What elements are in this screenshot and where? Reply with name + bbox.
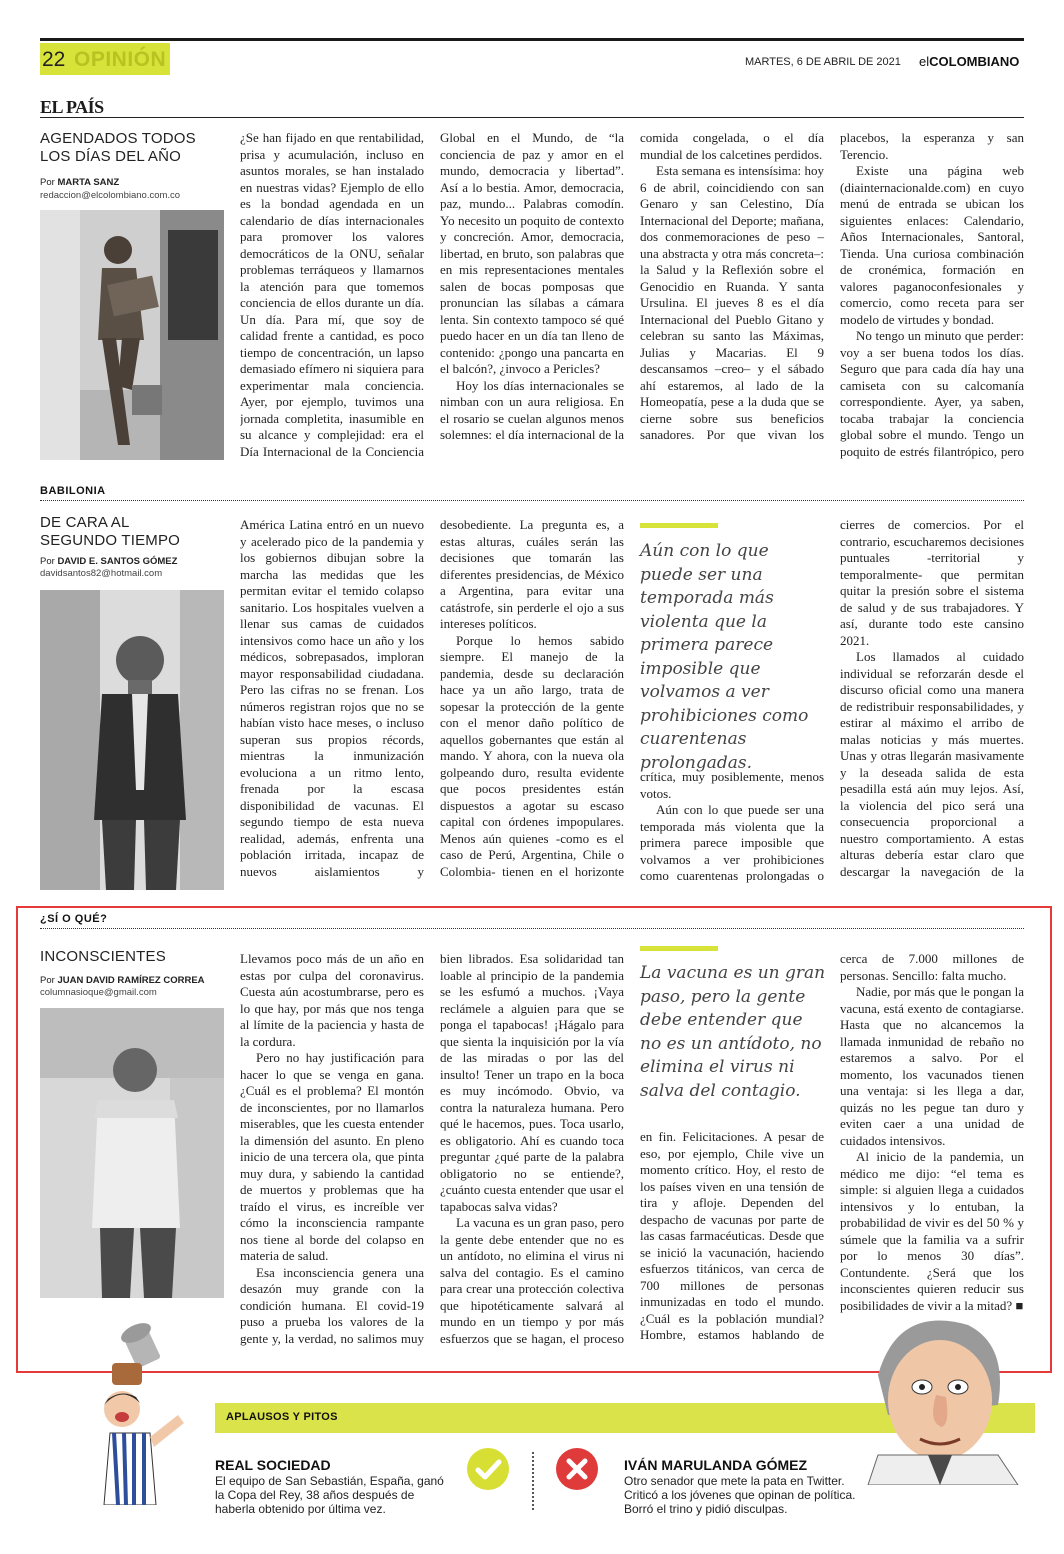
- article1-paragraph: ¿Se han fijado en que rentabilidad, prisa y acumulación, incluso en asuntos morales, se han instalado en nuestras vidas? Ejemplo de ello es la bondad agendada en un calendario de días internacionales para promover los valores democráticos de la ONU, señalar problemas terráqueos y llamarnos la atención para que tomemos conciencia de ellos durante un día. Un día. Para mí, que soy de calidad frente a cantidad, es poco tiempo de concentración, un lapso demasiado efímero ni siquiera para experimentar mala conciencia. Ayer, por ejemplo, tuvimos una jornada completita, inasumible en su alcance y complejidad: era el Día Internacional de la Conciencia Global en el Mundo, de “la conciencia de paz y amor en el mundo, democracia y libertad”. Así a lo bestia. Amor, democracia, paz, mundo... Palabras comodín. Yo necesito un poquito de contexto y concreción. Amor, democracia, libertad, en bruto, son palabras que en mis representaciones mentales salen de bocas pomposas que pronuncian las sílabas a cámara lenta. Sin contexto tampoco sé qué puedo hacer en un día tan lleno de contenido: ¿pongo una pancarta en el balcón?, ¿invoco a Pericles?: [240, 130, 624, 459]
- article2-paragraph: crítica, muy posiblemente, menos votos.: [640, 769, 824, 801]
- article3-paragraph: La vacuna es un gran paso, pero la gente debe entender que no es un antídoto, no elimina el virus ni salva del contagio. Es el camino para crear una protección colectiva que hipotéticamente salvará al mundo en un tiempo y por más esfuerzos que se hagan, el proceso: [440, 1215, 624, 1346]
- check-icon: [466, 1447, 510, 1491]
- article3-email[interactable]: columnasioque@gmail.com: [40, 987, 157, 998]
- article1-body: [240, 130, 1024, 460]
- article2-paragraph: Aún con lo que puede ser una temporada más violenta que la primera parece imposible que volvamos a ver prohibiciones como cuarentenas prolongadas o cierres de comercios. Por el contrario, escucharemos decisiones puntuales -territorial y temporalmente- que permitan quitar la presión sobre el sistema de salud y de sus trabajadores. Y así, durante todo este cansino 2021.: [640, 517, 1024, 883]
- brand-logo: [919, 54, 1019, 69]
- article1-author: MARTA SANZ: [57, 177, 120, 188]
- caricature-icon: [858, 1305, 1028, 1485]
- applause-negative-name: IVÁN MARULANDA GÓMEZ: [624, 1457, 808, 1473]
- top-rule: [40, 38, 1024, 41]
- article1-email[interactable]: redaccion@elcolombiano.com.co: [40, 190, 181, 201]
- applause-negative-text: Otro senador que mete la pata en Twitter. Criticó a los jóvenes que opinan de política. Borró el trino y pidió disculpas.: [624, 1474, 856, 1516]
- article1-paragraph: Existe una página web (diainternacionalde.com) en cuyo menú de entrada se ubican los siguientes enlaces: Calendario, Años Internacionales, Santoral, Tienda. Una curiosa combinación de cronémica, formación en valores paganoconfesionales y comercio, como receta para ser modelo de virtudes y bondad.: [840, 163, 1024, 327]
- byline-prefix: Por: [40, 177, 55, 188]
- article1-paragraph: No tengo un minuto que perder: voy a ser buena todos los días. Seguro que para cada día hay una camiseta con su calcomanía correspondiente. Ayer, ya saben, tocaba trabajar la conciencia global sobre el mundo. Tengo un poquito de estrés filantrópico, pero: [840, 328, 1024, 459]
- article2-byline: [40, 556, 177, 567]
- statue-illustration: [40, 210, 224, 460]
- article3-paragraph: en fin. Felicitaciones. A pesar de eso, por ejemplo, Chile vive un momento crítico. Hoy, el resto de los países viven en una tensión de tira y afloje. Dependen del despacho de vacunas por parte de las casas farmacéuticas. Desde que se inició la vacunación, haciendo esfuerzos titánicos, van cerca de 700 millones de personas inmunizadas en todo el mundo. ¿Cuál es la población mundial? Hombre, estamos hablando de cerca de 7.000 millones de personas. Sencillo: falta mucho.: [640, 951, 1024, 1342]
- applause-positive-name: REAL SOCIEDAD: [215, 1457, 331, 1473]
- article2-body-left: [240, 517, 624, 892]
- byline-prefix: Por: [40, 975, 55, 986]
- author2-photo: [40, 590, 224, 890]
- article2-email[interactable]: davidsantos82@hotmail.com: [40, 568, 163, 579]
- brand-prefix: el: [919, 54, 930, 69]
- article2-section-label: BABILONIA: [40, 485, 106, 497]
- article2-title-line1: DE CARA AL: [40, 514, 130, 531]
- page-number: 22: [42, 48, 66, 71]
- article1-paragraph: Esta semana es intensísima: hoy 6 de abril, coincidiendo con san Genaro y san Celestino, Día Internacional del Deporte; mañana, dos conmemoraciones de peso –una abstracta y otra más concreta–: la Salud y la Reflexión sobre el Genocidio en Ruanda. Y santa Ursulina. El jueves 8 es el día Internacional del Pueblo Gitano y celebran su santo las Máximas, Julias y Macarias. El 9 descansamos –creo– y el sábado ahí estaremos, al lado de la Homeopatía, pese a la duda que se cierne sobre sus beneficios sanadores. Por que vivan los placebos, la esperanza y san Terencio.: [640, 130, 1024, 442]
- applause-label: APLAUSOS Y PITOS: [226, 1411, 338, 1423]
- date: MARTES, 6 DE ABRIL DE 2021: [745, 56, 901, 68]
- article3-paragraph: Pero no hay justificación para hacer lo que se venga en gana. ¿Cuál es el problema? El montón de inconscientes, por no llamarlos miserables, que les cuesta entender la dimensión del asunto. En pleno inicio de una tercera ola, que pinta muy dura, y sabiendo la cantidad de muertos y problemas que ha traído el virus, es increíble ver cómo la inconsciencia rampante nos tiene al borde del colapso en materia de salud.: [240, 1050, 424, 1263]
- pullquote-spacer: [640, 951, 824, 1129]
- article2-author: DAVID E. SANTOS GÓMEZ: [57, 556, 178, 567]
- article3-section-label: ¿SÍ O QUÉ?: [40, 913, 108, 925]
- article3-byline: [40, 975, 205, 986]
- article3-author: JUAN DAVID RAMÍREZ CORREA: [57, 975, 205, 986]
- article3-pullquote: La vacuna es un gran paso, pero la gente debe entender que no es un antídoto, no elimina el virus ni salva del contagio.: [640, 963, 826, 1101]
- author3-illustration: [40, 1008, 224, 1298]
- author2-illustration: [40, 590, 224, 890]
- statue-photo: [40, 210, 224, 460]
- article3-paragraph: Nadie, por más que le pongan la vacuna, está exento de contagiarse. Hasta que no alcancemos la llamada inmunidad de rebaño no estaremos a salvo. Por el momento, los vacunados tienen una ventaja: si les llega a dar, quizás no les pegue tan duro y eviten caer a una unidad de cuidados intensivos.: [840, 984, 1024, 1148]
- article3-top-rule: [40, 928, 1024, 929]
- article1-title-line1: AGENDADOS TODOS: [40, 130, 196, 147]
- article1-title: [40, 130, 196, 166]
- article2-top-rule: [40, 500, 1024, 501]
- article3-paragraph: Al inicio de la pandemia, un médico me dijo: “el tema es simple: si alguien llega a cuidados intensivos y lo entuban, la probabilidad de vivir es del 50 % y súmele que la familia va a sufrir por lo menos 30 días”. Contundente. ¿Será que los inconscientes quieren reducir sus posibilidades de vivir a la mitad? ■: [840, 1149, 1024, 1313]
- senator-caricature: [858, 1305, 1028, 1485]
- article3-body-right: [640, 951, 1024, 1356]
- article3-paragraph: Esa inconsciencia genera una desazón muy grande con la condición humana. El covid-19 puso a prueba los valores de la gente y, la verdad, no salimos muy bien librados. Esa solidaridad tan loable al principio de la pandemia se les esfumó a muchos. ¡Vaya reclámele a alguien para que se ponga el tapabocas! ¡Hágalo para que sienta la inquisición por la vía de las miradas o por las del insulto! Tener un trapo en la boca es muy incómodo. Obvio, va contra la naturaleza humana. Pero qué le hacemos, pues. Toca usarlo, es obligatorio. Ahí es cuando toca preguntar ¿qué parte de la palabra obligatorio no se entiende?, ¿cuánto cuesta entender que usar el tapabocas salva vidas?: [240, 951, 624, 1346]
- article1-byline: [40, 177, 119, 188]
- brand-name: COLOMBIANO: [929, 54, 1020, 69]
- source-label: EL PAÍS: [40, 97, 104, 117]
- applause-divider: [532, 1452, 534, 1510]
- article2-paragraph: América Latina entró en un nuevo y acelerado pico de la pandemia y los gobiernos dibujan sobre la marcha las medidas que les permitan evitar el temido colapso sanitario. Los hospitales vuelven a llenar sus camas de cuidados intensivos como hace un año y los médicos, sobrepasados, imploran mayor responsabilidad ciudadana. Pero las cifras no se frenan. Los números registran rojos que no se habían visto hace meses, o incluso superan sus propios récords, mientras la inmunización evoluciona a un ritmo lento, frenada por la escasa disponibilidad de vacunas. El segundo tiempo de esta nueva realidad, además, enfrenta una población irritada, incapaz de nuevos aislamientos y desobediente. La pregunta es, a estas alturas, cuáles serán las decisiones que tomarán las diferentes presidencias, de México a Argentina, para evitar una catástrofe, sin perderle el ojo a sus intereses políticos.: [240, 517, 624, 879]
- article2-body-right: [640, 517, 1024, 892]
- author3-photo: [40, 1008, 224, 1298]
- byline-prefix: Por: [40, 556, 55, 567]
- article2-title: [40, 514, 180, 550]
- pullquote-spacer: [640, 517, 824, 769]
- article2-title-line2: SEGUNDO TIEMPO: [40, 532, 181, 549]
- article2-paragraph: Los llamados al cuidado individual se reforzarán desde el discurso oficial como una manera de redistribuir responsabilidades, y estirar al máximo el arribo de malas noticias y más muertes. Unas y otras llegarán masivamente y la deseada salida de esta pesadilla está aún muy lejos. Así, la violencia del pico será una consecuencia proporcional a nuestro comportamiento. A estas alturas debería estar claro que descargar la navegación de la: [840, 649, 1024, 879]
- article1-paragraph: Hoy los días internacionales se nimban con un aura religiosa. En el rosario se cuelan algunos menos solemnes: el día internacional de la comida congelada, o el día mundial de los calcetines perdidos.: [440, 130, 824, 442]
- article1-title-line2: LOS DÍAS DEL AÑO: [40, 148, 182, 165]
- article3-title: INCONSCIENTES: [40, 948, 166, 965]
- x-icon: [555, 1447, 599, 1491]
- article2-paragraph: Porque lo hemos sabido siempre. El manejo de la pandemia, desde su declaración hace ya un año largo, trata de sopesar la protección de la gente con el menor daño político de aquellos gobernantes que están al mando. Y ahora, con la nueva ola golpeando duro, resulta evidente que pocos presidentes están dispuestos a agotar su escaso capital con órdenes impopulares. Menos aún quienes -como es el caso de Perú, Argentina, Chile o Colombia- tienen en el horizonte: [440, 632, 624, 879]
- article1-top-rule: [40, 117, 1024, 118]
- article3-body-left: [240, 951, 624, 1356]
- cartoon-fan-icon: [92, 1305, 202, 1505]
- applause-positive-text: El equipo de San Sebastián, España, ganó la Copa del Rey, 38 años después de haberla obtenido por última vez.: [215, 1474, 444, 1516]
- trophy-fan-cartoon: [92, 1305, 202, 1505]
- section-name: OPINIÓN: [74, 48, 167, 71]
- article3-paragraph: Llevamos poco más de un año en estas por culpa del coronavirus. Cuesta aún acostumbrarse, pero es lo que hay, por más que nos tenga al límite de la paciencia y hasta de la cordura.: [240, 951, 424, 1049]
- article2-pullquote: Aún con lo que puede ser una temporada más violenta que la primera parece imposible que volvamos a ver prohibiciones como cuarentenas prolongadas.: [640, 541, 809, 773]
